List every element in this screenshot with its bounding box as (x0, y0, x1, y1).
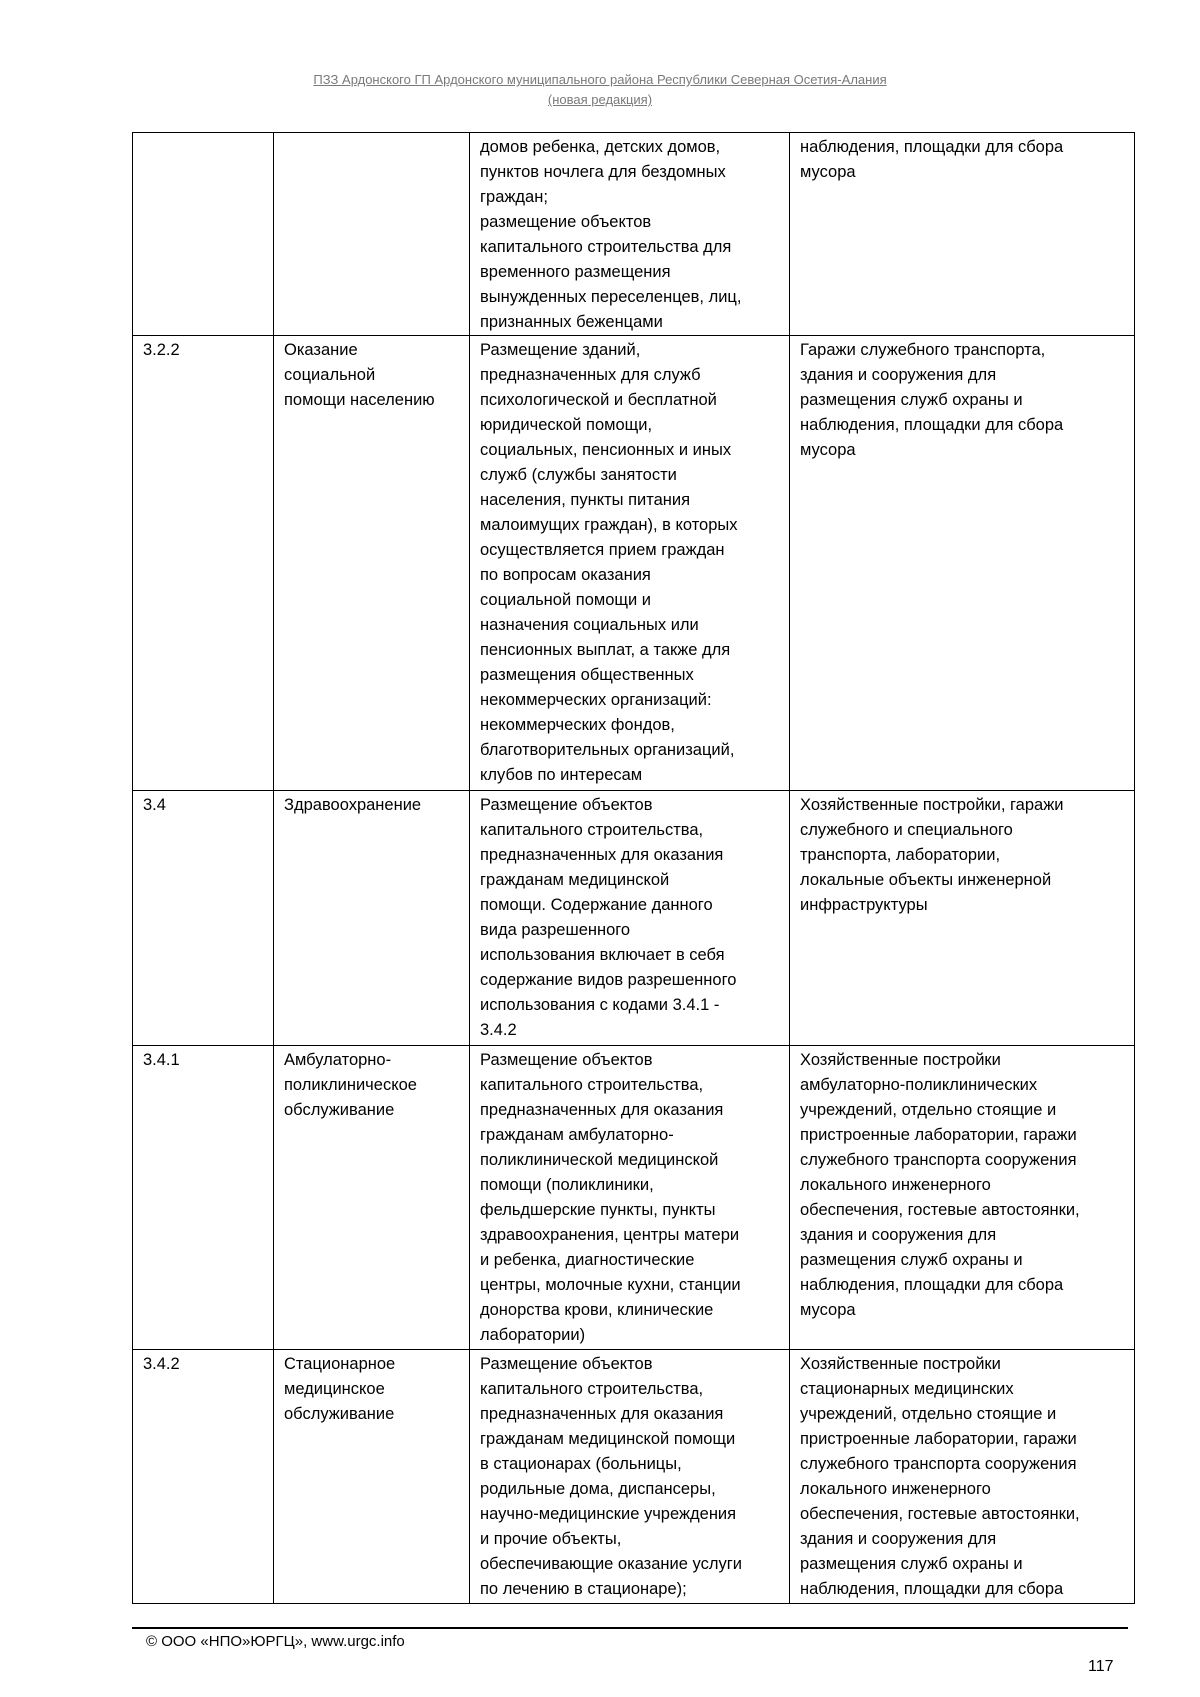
table-row (133, 1046, 1135, 1350)
row-auxiliary-cell: Хозяйственные постройки, гаражи служебного и специального транспорта, лаборатории, локальные объекты инженерной инфраструктуры (790, 791, 1135, 1046)
row-code-cell: 3.2.2 (133, 336, 274, 791)
page-header (0, 70, 1200, 110)
row-name-cell (274, 133, 470, 336)
row-code-cell (133, 133, 274, 336)
row-description-cell: Размещение объектов капитального строительства, предназначенных для оказания гражданам медицинской помощи. Содержание данного вида разрешенного использования включает в себя содержание видов разрешенного использования с кодами 3.4.1 - 3.4.2 (470, 791, 790, 1046)
row-name-cell: Оказание социальной помощи населению (274, 336, 470, 791)
row-auxiliary-cell: Гаражи служебного транспорта, здания и сооружения для размещения служб охраны и наблюдения, площадки для сбора мусора (790, 336, 1135, 791)
row-description-cell: Размещение объектов капитального строительства, предназначенных для оказания гражданам медицинской помощи в стационарах (больницы, родильные дома, диспансеры, научно-медицинские учреждения и прочие объекты, обеспечивающие оказание услуги по лечению в стационаре); (470, 1350, 790, 1604)
page-number: 117 (1088, 1658, 1114, 1675)
row-auxiliary-cell: Хозяйственные постройки стационарных медицинских учреждений, отдельно стоящие и пристроенные лаборатории, гаражи служебного транспорта сооружения локального инженерного обеспечения, гостевые автостоянки, здания и сооружения для размещения служб охраны и наблюдения, площадки для сбора (790, 1350, 1135, 1604)
footer-divider (132, 1627, 1128, 1629)
row-description-cell: Размещение объектов капитального строительства, предназначенных для оказания гражданам амбулаторно- поликлинической медицинской помощи (поликлиники, фельдшерские пункты, пункты здравоохранения, центры матери и ребенка, диагностические центры, молочные кухни, станции донорства крови, клинические лаборатории) (470, 1046, 790, 1350)
row-code-cell: 3.4.2 (133, 1350, 274, 1604)
row-name-cell: Здравоохранение (274, 791, 470, 1046)
row-auxiliary-cell: наблюдения, площадки для сбора мусора (790, 133, 1135, 336)
header-title-line: ПЗЗ Ардонского ГП Ардонского муниципального района Республики Северная Осетия-Алания (313, 72, 887, 87)
land-use-table (132, 132, 1135, 1604)
row-description-cell: Размещение зданий, предназначенных для служб психологической и бесплатной юридической помощи, социальных, пенсионных и иных служб (службы занятости населения, пункты питания малоимущих граждан), в которых осуществляется прием граждан по вопросам оказания социальной помощи и назначения социальных или пенсионных выплат, а также для размещения общественных некоммерческих организаций: некоммерческих фондов, благотворительных организаций, клубов по интересам (470, 336, 790, 791)
row-description-cell: домов ребенка, детских домов, пунктов ночлега для бездомных граждан; размещение объектов капитального строительства для временного размещения вынужденных переселенцев, лиц, признанных беженцами (470, 133, 790, 336)
table-row (133, 1350, 1135, 1604)
row-name-cell: Амбулаторно- поликлиническое обслуживание (274, 1046, 470, 1350)
row-code-cell: 3.4 (133, 791, 274, 1046)
row-code-cell: 3.4.1 (133, 1046, 274, 1350)
footer-copyright: © ООО «НПО»ЮРГЦ», www.urgc.info (146, 1633, 405, 1650)
table-row (133, 336, 1135, 791)
table-row (133, 133, 1135, 336)
header-subtitle-line: (новая редакция) (547, 92, 653, 107)
row-auxiliary-cell: Хозяйственные постройки амбулаторно-поликлинических учреждений, отдельно стоящие и пристроенные лаборатории, гаражи служебного транспорта сооружения локального инженерного обеспечения, гостевые автостоянки, здания и сооружения для размещения служб охраны и наблюдения, площадки для сбора мусора (790, 1046, 1135, 1350)
row-name-cell: Стационарное медицинское обслуживание (274, 1350, 470, 1604)
table-row (133, 791, 1135, 1046)
